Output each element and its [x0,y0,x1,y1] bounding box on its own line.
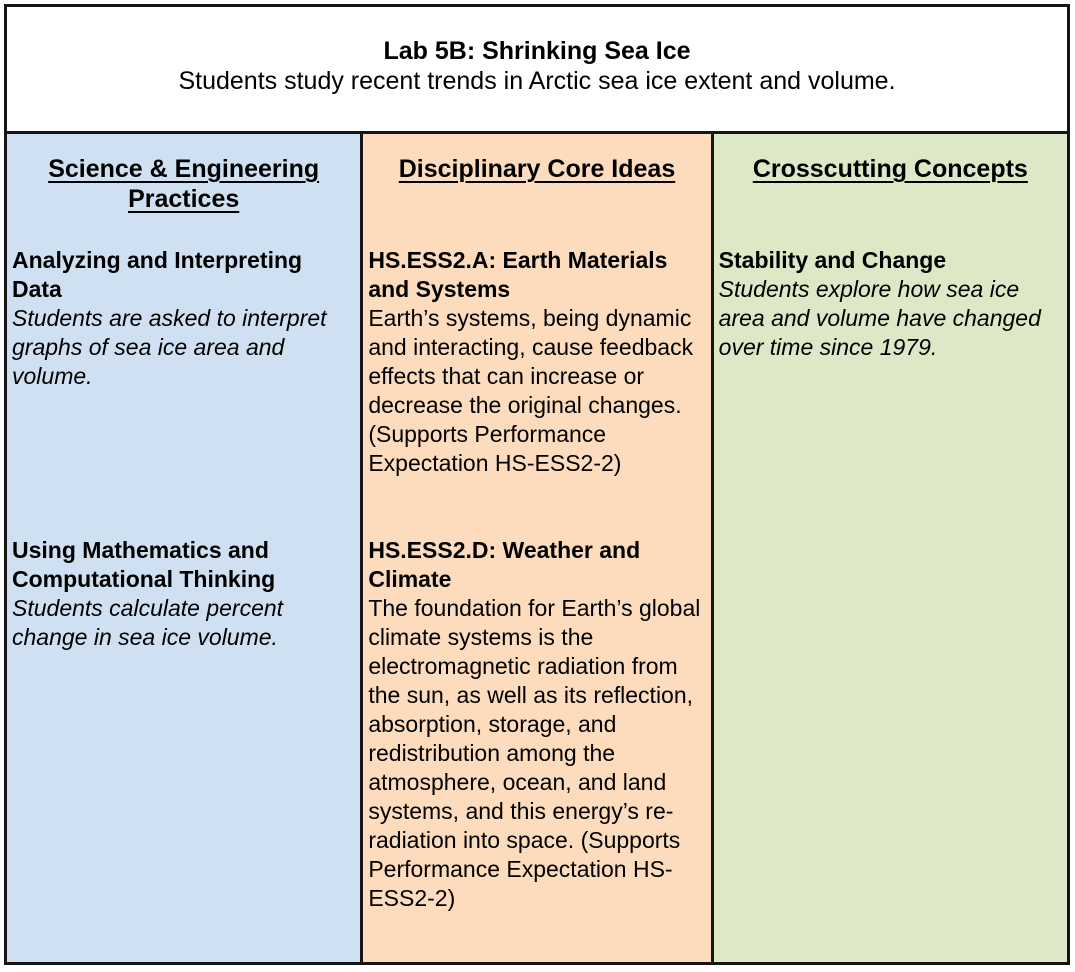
cell-practices-row2 [7,534,360,962]
column-header-practices-label: Science & Engineering Practices [48,155,320,213]
crosscutting-1-heading: Stability and Change [718,247,947,273]
core-idea-1-heading: HS.ESS2.A: Earth Materials and Systems [368,247,668,302]
practice-1-description: Students are asked to interpret graphs of sea ice area and volume. [12,305,327,389]
core-idea-2-heading: HS.ESS2.D: Weather and Climate [368,537,641,592]
column-header-crosscutting [714,134,1067,244]
standards-table [4,4,1070,965]
cell-crosscutting-row1 [714,244,1067,534]
column-header-practices [7,134,360,244]
core-idea-2-description: The foundation for Earth’s global climate systems is the electromagnetic radiation from the sun, as well as its reflection, absorption, storage, and redistribution among the atmosphere, ocean, and land systems, and this energy’s re-radiation into space. (Supports Performance Expectation HS-ESS2-2) [368,595,701,911]
lab-subtitle: Students study recent trends in Arctic sea ice extent and volume. [178,67,896,95]
cell-practices-row1 [7,244,360,534]
crosscutting-1-description: Students explore how sea ice area and volume have changed over time since 1979. [718,276,1041,360]
core-idea-1-description: Earth’s systems, being dynamic and interacting, cause feedback effects that can increase or decrease the original changes. (Supports Performance Expectation HS-ESS2-2) [368,305,694,476]
column-header-core-ideas-label: Disciplinary Core Ideas [398,155,676,183]
lab-title: Lab 5B: Shrinking Sea Ice [383,37,691,65]
practice-2-heading: Using Mathematics and Computational Thinking [12,537,276,592]
cell-crosscutting-row2 [714,534,1067,962]
practice-1-heading: Analyzing and Interpreting Data [12,247,303,302]
column-header-core-ideas [360,134,713,244]
column-header-crosscutting-label: Crosscutting Concepts [752,155,1028,183]
table-caption [7,7,1067,134]
cell-core-ideas-row2 [360,534,713,962]
practice-2-description: Students calculate percent change in sea ice volume. [12,595,284,650]
cell-core-ideas-row1 [360,244,713,534]
